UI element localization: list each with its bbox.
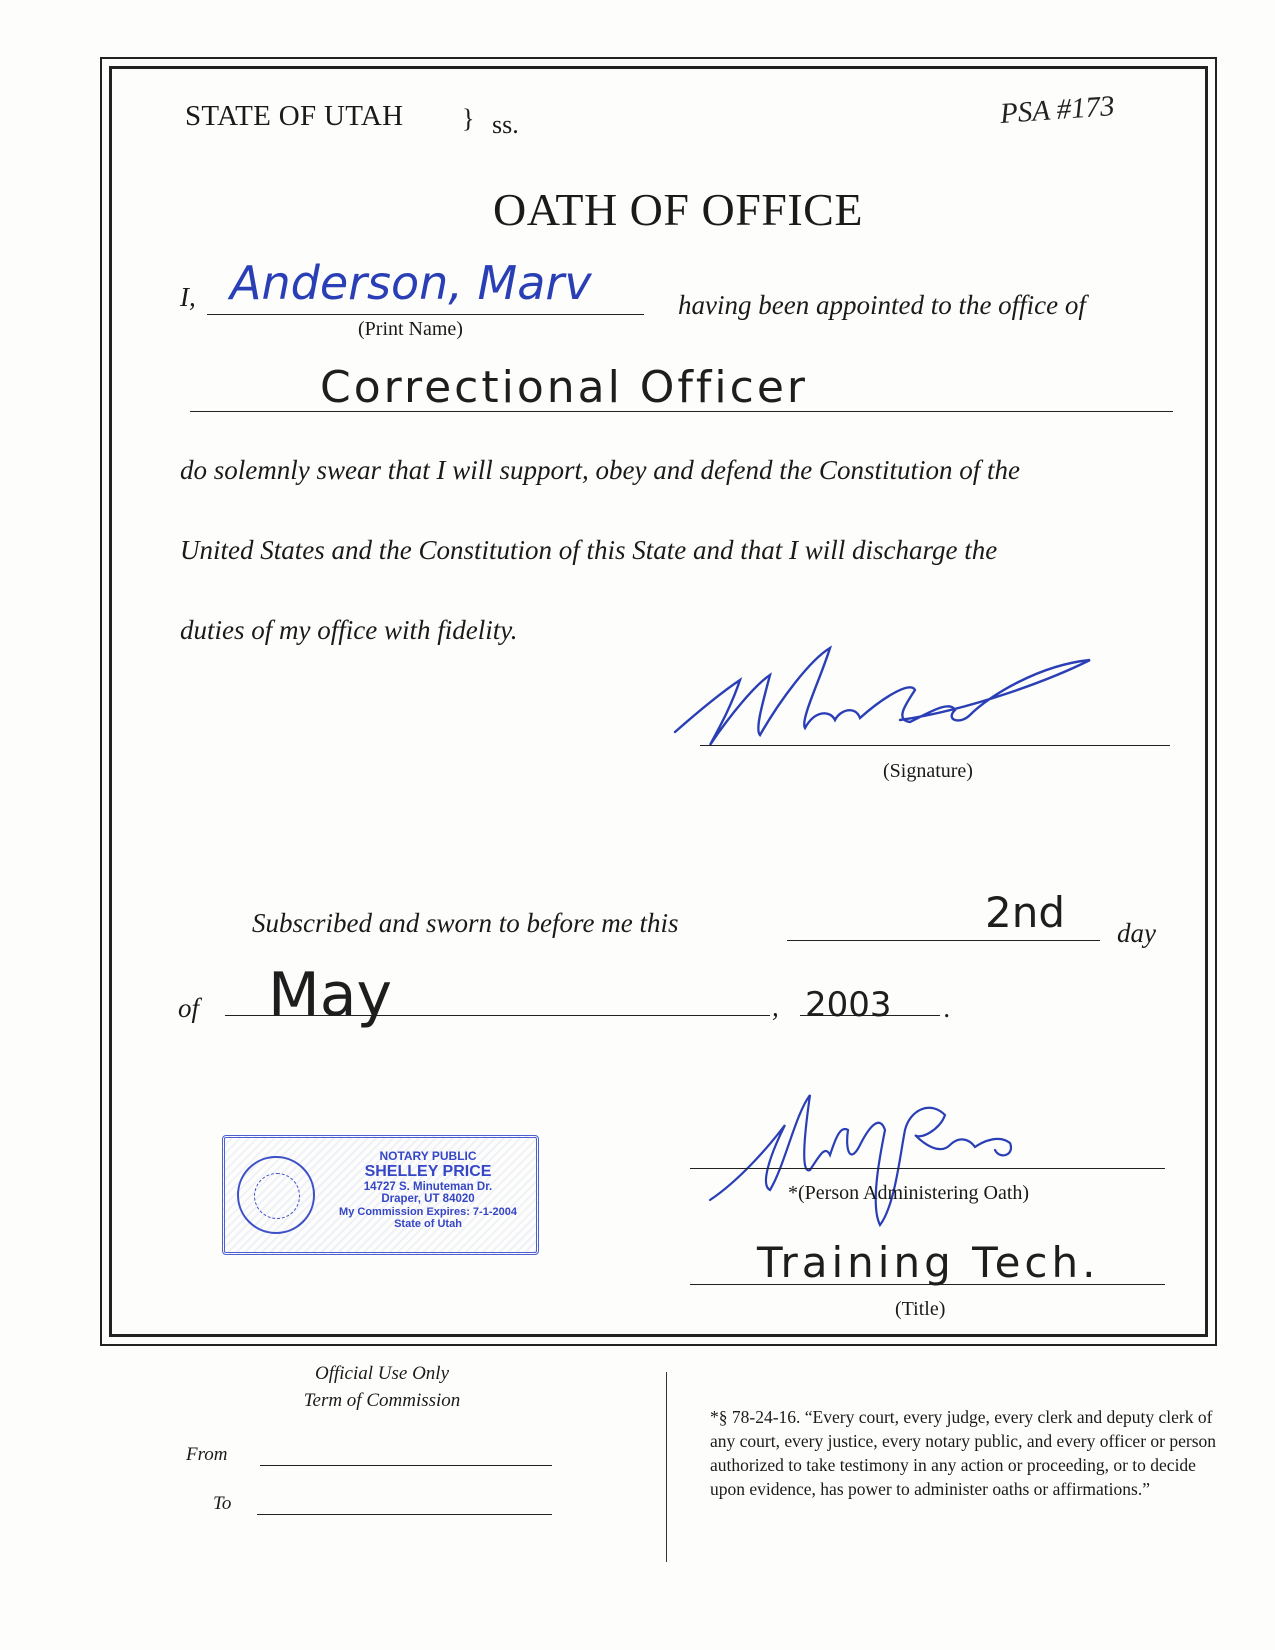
from-line xyxy=(260,1465,552,1466)
day-handwritten: 2nd xyxy=(985,888,1066,937)
appointed-text: having been appointed to the office of xyxy=(678,290,1086,320)
day-line xyxy=(787,940,1100,941)
notary-stamp xyxy=(222,1135,539,1255)
oath-taker-signature xyxy=(670,640,1100,760)
stamp-line-6: State of Utah xyxy=(394,1218,462,1231)
year-handwritten: 2003 xyxy=(805,985,892,1025)
notary-signature xyxy=(700,1085,1080,1235)
oath-line-3: duties of my office with fidelity. xyxy=(180,615,518,645)
administering-line xyxy=(690,1168,1165,1169)
month-handwritten: May xyxy=(268,960,393,1030)
stamp-line-3: 14727 S. Minuteman Dr. xyxy=(363,1180,493,1193)
stamp-line-5: My Commission Expires: 7-1-2004 xyxy=(339,1206,517,1219)
title-label: (Title) xyxy=(895,1298,946,1320)
print-name-label: (Print Name) xyxy=(358,318,463,340)
signature-line xyxy=(700,745,1170,746)
state-seal-icon xyxy=(237,1156,315,1234)
name-line xyxy=(207,314,644,315)
official-use-heading: Official Use Only xyxy=(314,1363,450,1384)
brace-symbol: } xyxy=(462,104,475,133)
signature-label: (Signature) xyxy=(883,760,973,782)
to-label: To xyxy=(213,1493,232,1514)
day-label: day xyxy=(1117,918,1156,948)
office-handwritten: Correctional Officer xyxy=(320,362,808,413)
statute-note: *§ 78-24-16. “Every court, every judge, every clerk and deputy clerk of any court, every justice, every notary public, and every officer or person authorized to take testimony in any action or proceeding, or to decide upon evidence, has power to administer oaths or affirmations.” xyxy=(710,1407,1217,1499)
file-note-handwritten: PSA #173 xyxy=(998,90,1116,130)
oath-line-2: United States and the Constitution of this State and that I will discharge the xyxy=(180,535,998,565)
i-label: I, xyxy=(180,282,196,312)
date-comma: , xyxy=(772,992,779,1022)
date-period: . xyxy=(944,993,951,1023)
stamp-line-4: Draper, UT 84020 xyxy=(381,1193,475,1206)
administering-label: *(Person Administering Oath) xyxy=(788,1182,1030,1204)
to-line xyxy=(257,1514,552,1515)
name-handwritten: Anderson, Marv xyxy=(230,256,592,310)
oath-line-1: do solemnly swear that I will support, obey and defend the Constitution of the xyxy=(180,455,1020,485)
term-of-commission-heading: Term of Commission xyxy=(303,1390,461,1411)
ss-abbreviation: ss. xyxy=(492,110,519,139)
page-title: OATH OF OFFICE xyxy=(493,184,863,235)
from-label: From xyxy=(186,1444,228,1465)
subscribed-text: Subscribed and sworn to before me this xyxy=(252,908,679,938)
state-heading: STATE OF UTAH xyxy=(185,100,404,132)
title-handwritten: Training Tech. xyxy=(757,1238,1100,1287)
footer-divider xyxy=(666,1372,667,1562)
of-label: of xyxy=(178,993,200,1023)
stamp-line-2: SHELLEY PRICE xyxy=(364,1163,492,1181)
stamp-line-1: NOTARY PUBLIC xyxy=(379,1149,477,1163)
